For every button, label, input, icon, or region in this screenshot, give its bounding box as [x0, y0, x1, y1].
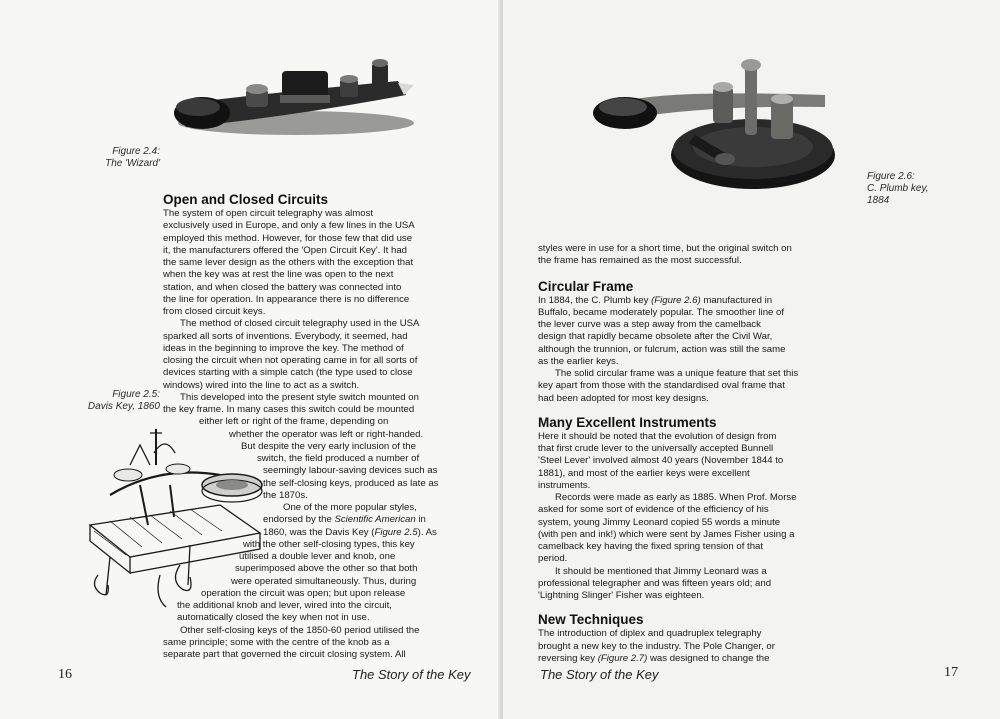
text-line: asked for some sort of evidence of the efficiency of his: [538, 504, 769, 516]
text-line: 'Steel Lever' involved almost 40 years (November 1844 to: [538, 455, 784, 467]
text-line: operation the circuit was open; but upon release: [201, 587, 406, 599]
text-span: In 1884, the C. Plumb key: [538, 294, 652, 306]
text-line: Here it should be noted that the evolution of design from: [538, 430, 777, 442]
text-line: either left or right of the frame, depending on: [199, 416, 389, 428]
plumb-key-photo: [585, 55, 850, 190]
text-line: the 1870s.: [263, 489, 308, 501]
text-span: manufactured in: [700, 294, 773, 306]
text-line: superimposed above the other so that both: [235, 563, 418, 575]
wizard-key-photo: [168, 55, 418, 145]
text-line: station, and when closed the battery was connected into: [163, 281, 402, 293]
text-line: whether the operator was left or right-handed.: [229, 428, 424, 440]
text-line: separate part that governed the circuit closing system. All: [163, 649, 406, 660]
text-line: Buffalo, became moderately popular. The smoother line of: [538, 306, 785, 318]
text-line: (with pen and ink!) which were sent by James Fisher using a: [538, 528, 795, 540]
text-line: automatically closed the key when not in use.: [177, 612, 370, 624]
text-line: The introduction of diplex and quadruplex telegraphy: [538, 628, 762, 640]
text-line: devices starting with a simple catch (the type used to close: [163, 367, 413, 379]
text-line: [538, 653, 868, 665]
text-line: the self-closing keys, produced as late as: [263, 477, 439, 489]
text-span: was designed to change the: [647, 652, 770, 664]
text-line: The method of closed circuit telegraphy used in the USA: [180, 318, 420, 330]
text-line: the frame has remained as the most successful.: [538, 255, 742, 267]
text-line: the same lever design as the others with the exception that: [163, 257, 414, 268]
text-line: system, young Jimmy Leonard copied 55 words a minute: [538, 516, 781, 528]
figure-ref: (Figure 2.6): [651, 294, 701, 306]
heading-many-excellent-instruments: Many Excellent Instruments: [538, 414, 717, 430]
text-line: employed this method. However, for those few that did use: [163, 232, 413, 244]
text-line: although the trunnion, or fulcrum, action was still the same: [538, 343, 786, 355]
figure-2-4-caption: [80, 146, 160, 170]
figure-ref: Figure 2.5: [374, 526, 418, 538]
text-line: the key frame. In many cases this switch could be mounted: [163, 404, 415, 415]
text-line: But despite the very early inclusion of the: [241, 440, 416, 452]
heading-new-techniques: New Techniques: [538, 612, 644, 628]
text-line: The solid circular frame was a unique feature that set this: [555, 368, 799, 379]
text-line: seemingly labour-saving devices such as: [263, 465, 438, 477]
text-line: the additional knob and lever, wired into the circuit,: [177, 600, 392, 611]
figure-2-6-number: Figure 2.6:: [867, 171, 915, 182]
heading-circular-frame: Circular Frame: [538, 278, 634, 294]
text-line: utilised a double lever and knob, one: [239, 551, 396, 562]
text-line: ideas in the beginning to improve the key. The method of: [163, 342, 404, 354]
journal-title: Scientific American: [334, 514, 416, 526]
text-line: same principle; some with the centre of the knob as a: [163, 636, 390, 648]
text-line: One of the more popular styles,: [283, 502, 417, 513]
text-line: with the other self-closing types, this key: [243, 538, 415, 550]
text-line: switch, the field produced a number of: [257, 453, 420, 464]
text-line: [163, 514, 483, 526]
text-line: the lever curve was a step away from the camelback: [538, 319, 761, 330]
text-line: that first crude lever to the universally accepted Bunnell: [538, 443, 774, 454]
text-line: Records were made as early as 1885. When Prof. Morse: [555, 492, 797, 503]
text-line: were operated simultaneously. Thus, during: [231, 575, 417, 587]
figure-2-5-caption: [48, 389, 160, 413]
text-line: when the key was at rest the line was open to the next: [163, 269, 394, 281]
text-line: it, the manufacturers offered the 'Open Circuit Key'. It had: [163, 244, 407, 256]
text-line: exclusively used in Europe, and only a few lines in the USA: [163, 220, 415, 232]
figure-ref: (Figure 2.7): [597, 652, 648, 664]
figure-2-5-title: Davis Key, 1860: [87, 401, 160, 412]
running-head-left: The Story of the Key: [352, 667, 471, 682]
heading-open-closed-circuits: Open and Closed Circuits: [163, 192, 329, 207]
text-span: endorsed by the: [263, 514, 335, 526]
text-span: 1860, was the Davis Key (: [263, 526, 375, 538]
text-line: key apart from those with the standardised oval frame that: [538, 380, 785, 392]
text-line: period.: [538, 553, 568, 565]
figure-2-4-title: The 'Wizard': [105, 158, 160, 169]
text-line: had been adopted for most key designs.: [538, 392, 709, 404]
page-number-right: 17: [944, 665, 958, 680]
text-line: professional telegrapher and was fifteen years old; and: [538, 577, 772, 589]
text-line: styles were in use for a short time, but the original switch on: [538, 243, 792, 254]
text-line: sparked all sorts of inventions. Everybody, it seemed, had: [163, 330, 408, 342]
text-line: the line for operation. In appearance there is no difference: [163, 293, 410, 305]
text-line: design that rapidly became obsolete after the Civil War,: [538, 331, 773, 343]
text-line: windows) wired into the line to act as a switch.: [163, 379, 360, 391]
text-line: instruments.: [538, 479, 591, 491]
text-line: 1881), and most of the earlier keys were excellent: [538, 467, 750, 479]
figure-2-6-caption: [867, 171, 977, 207]
left-text-column: [163, 192, 483, 661]
figure-2-6-year: 1884: [867, 195, 890, 206]
figure-2-6-title: C. Plumb key,: [867, 183, 929, 194]
figure-2-5-number: Figure 2.5:: [112, 389, 160, 400]
text-span: reversing key: [538, 652, 598, 664]
text-line: [163, 527, 483, 539]
text-line: Other self-closing keys of the 1850-60 period utilised the: [180, 624, 420, 636]
text-line: camelback key having the fixed spring tension of that: [538, 541, 764, 552]
running-head-right: The Story of the Key: [540, 667, 659, 682]
text-line: from closed circuit keys.: [163, 306, 266, 317]
right-text-column: [538, 243, 868, 665]
page-number-left: 16: [58, 667, 72, 682]
text-span: in: [415, 514, 426, 526]
text-line: The system of open circuit telegraphy was almost: [163, 208, 374, 219]
text-line: It should be mentioned that Jimmy Leonard was a: [555, 565, 767, 577]
text-line: closing the circuit when not operating came in for all sorts of: [163, 355, 418, 366]
text-line: as the earlier keys.: [538, 355, 619, 367]
right-page: [503, 0, 1000, 719]
text-line: brought a new key to the industry. The Pole Changer, or: [538, 640, 775, 652]
figure-2-4-number: Figure 2.4:: [112, 146, 160, 157]
text-line: [538, 295, 868, 307]
text-line: This developed into the present style switch mounted on: [180, 391, 419, 403]
text-span: ). As: [417, 526, 437, 538]
text-line: 'Lightning Slinger' Fisher was eighteen.: [538, 590, 705, 601]
